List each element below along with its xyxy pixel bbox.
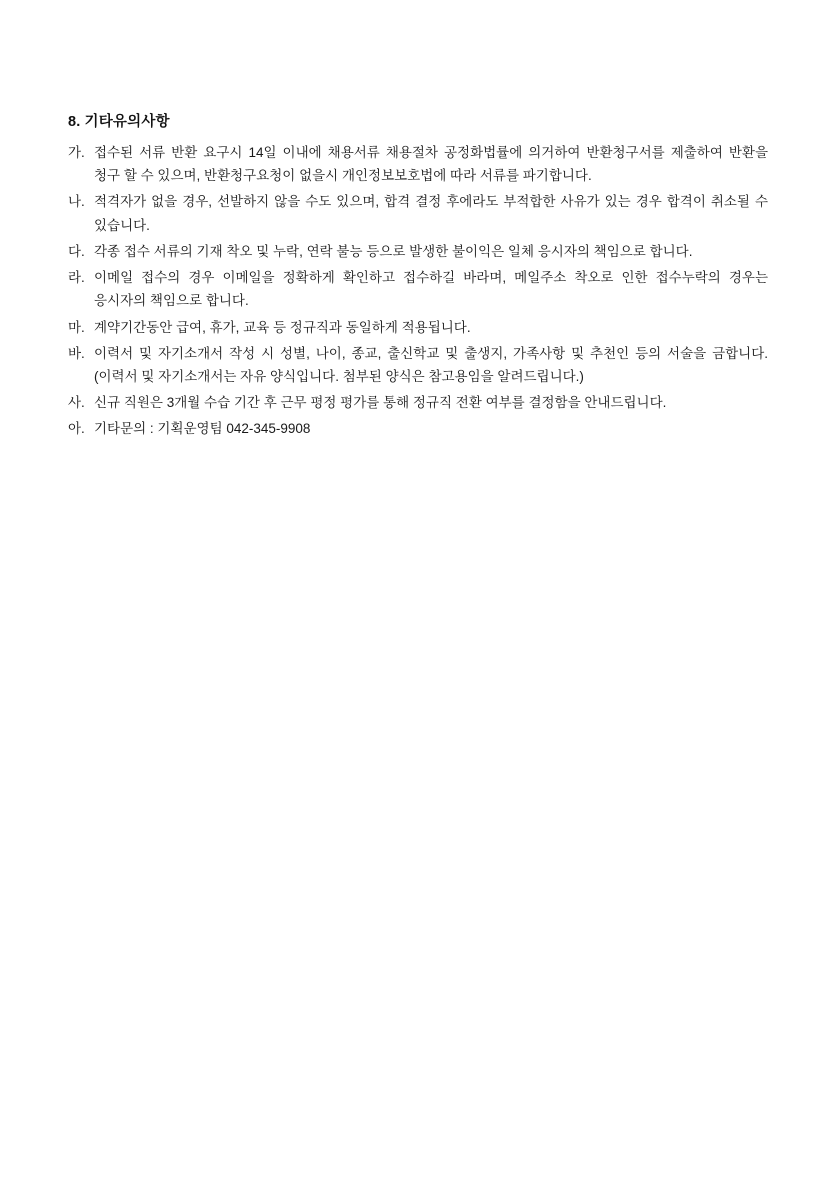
list-item-marker: 가. bbox=[68, 145, 85, 160]
list-item-text: 접수된 서류 반환 요구시 14일 이내에 채용서류 채용절차 공정화법률에 의거하여 반환청구서를 제출하여 반환을 청구 할 수 있으며, 반환청구요청이 없을시 개인정보보호법에 따라 서류를 파기합니다. bbox=[94, 145, 768, 184]
list-item bbox=[68, 190, 768, 236]
list-item bbox=[68, 417, 768, 440]
list-item-marker: 사. bbox=[68, 395, 85, 411]
section-number: 8. bbox=[68, 114, 81, 130]
list-item bbox=[68, 240, 768, 263]
list-item bbox=[68, 316, 768, 339]
section-title: 기타유의사항 bbox=[84, 114, 170, 130]
notice-list bbox=[68, 141, 768, 441]
list-item-marker: 라. bbox=[68, 270, 85, 286]
list-item bbox=[68, 141, 768, 187]
list-item-text: 신규 직원은 3개월 수습 기간 후 근무 평정 평가를 통해 정규직 전환 여부를 결정함을 안내드립니다. bbox=[94, 395, 667, 411]
list-item-text: 계약기간동안 급여, 휴가, 교육 등 정규직과 동일하게 적용됩니다. bbox=[94, 319, 471, 335]
list-item-marker: 아. bbox=[68, 421, 85, 437]
list-item-text: 기타문의 : 기획운영팀 042-345-9908 bbox=[94, 421, 311, 437]
list-item-text: 각종 접수 서류의 기재 착오 및 누락, 연락 불능 등으로 발생한 불이익은 일체 응시자의 책임으로 합니다. bbox=[94, 243, 693, 259]
list-item-marker: 바. bbox=[68, 345, 85, 361]
list-item-marker: 마. bbox=[68, 319, 85, 335]
section-heading bbox=[68, 110, 768, 131]
list-item-text: 적격자가 없을 경우, 선발하지 않을 수도 있으며, 합격 결정 후에라도 부적합한 사유가 있는 경우 합격이 취소될 수 있습니다. bbox=[94, 194, 768, 233]
list-item bbox=[68, 342, 768, 388]
list-item-marker: 다. bbox=[68, 243, 85, 259]
list-item-text: 이메일 접수의 경우 이메일을 정확하게 확인하고 접수하길 바라며, 메일주소 착오로 인한 접수누락의 경우는 응시자의 책임으로 합니다. bbox=[94, 270, 768, 309]
document-content bbox=[68, 110, 768, 444]
list-item bbox=[68, 266, 768, 312]
list-item-text: 이력서 및 자기소개서 작성 시 성별, 나이, 종교, 출신학교 및 출생지, 가족사항 및 추천인 등의 서술을 금합니다.(이력서 및 자기소개서는 자유 양식입니다. 첨부된 양식은 참고용임을 알려드립니다.) bbox=[94, 345, 768, 384]
list-item-marker: 나. bbox=[68, 194, 85, 210]
list-item bbox=[68, 391, 768, 414]
